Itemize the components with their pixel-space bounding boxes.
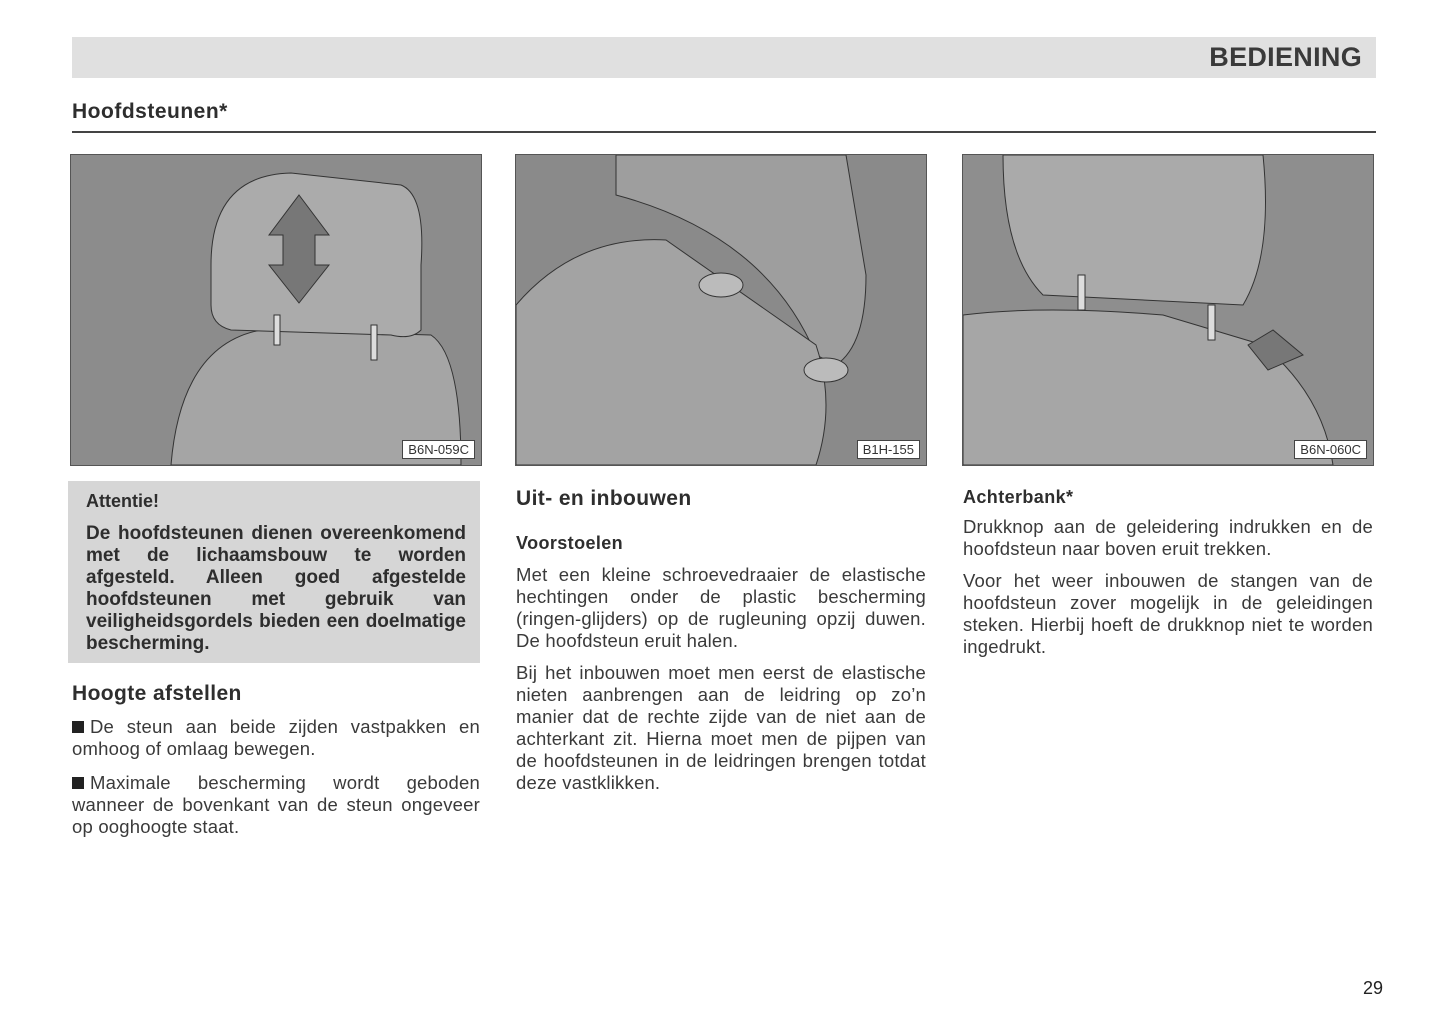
title-rule [72,131,1376,133]
height-section [72,682,480,838]
front-seats-subheading: Voorstoelen [516,533,624,553]
removal-heading: Uit- en inbouwen [516,487,692,510]
figure-code: B6N-059C [402,440,475,459]
paragraph: Bij het inbouwen moet men eerst de elastische nieten aanbrengen aan de leidring op zo’n manier dat de rechte zijde van de niet aan de achterkant zit. Hierna moet men de pijpen van de hoofdsteunen in de leidringen brengen totdat deze vastklikken. [516,662,926,793]
bullet-item: Maximale bescherming wordt geboden wanneer de bovenkant van de steun ongeveer op ooghoogte staat. [72,772,480,837]
rear-section [963,487,1373,658]
section-title: BEDIENING [1209,42,1362,72]
figure-rear-seat [962,154,1374,466]
section-header-band [72,37,1376,78]
headrest-adjust-illustration [71,155,481,465]
removal-section [516,487,926,794]
rear-seat-illustration [963,155,1373,465]
figure-headrest-adjust [70,154,482,466]
height-heading: Hoogte afstellen [72,682,242,705]
bullet-item: De steun aan beide zijden vastpakken en omhoog of omlaag bewegen. [72,716,480,759]
page-number: 29 [1362,978,1383,998]
rear-heading: Achterbank* [963,487,1074,507]
paragraph: Voor het weer inbouwen de stangen van de hoofdsteun zover mogelijk in de geleidingen steken. Hierbij hoeft de drukknop niet te worden ingedrukt. [963,570,1373,657]
warning-title: Attentie! [86,491,159,511]
figure-code: B6N-060C [1294,440,1367,459]
warning-text: De hoofdsteunen dienen overeenkomend met de lichaamsbouw te worden afgesteld. Alleen goed afgestelde hoofdsteunen met gebruik van veiligheidsgordels bieden een doelmatige bescherming. [86,523,466,654]
warning-box [68,481,480,663]
figure-front-seat-removal [515,154,927,466]
paragraph: Met een kleine schroevedraaier de elastische hechtingen onder de plastic bescherming (ringen-glijders) op de rugleuning opzij duwen. De hoofdsteun eruit halen. [516,564,926,651]
front-seat-illustration [516,155,926,465]
paragraph: Drukknop aan de geleidering indrukken en de hoofdsteun naar boven eruit trekken. [963,516,1373,559]
figure-code: B1H-155 [857,440,920,459]
page-title: Hoofdsteunen* [72,100,228,123]
